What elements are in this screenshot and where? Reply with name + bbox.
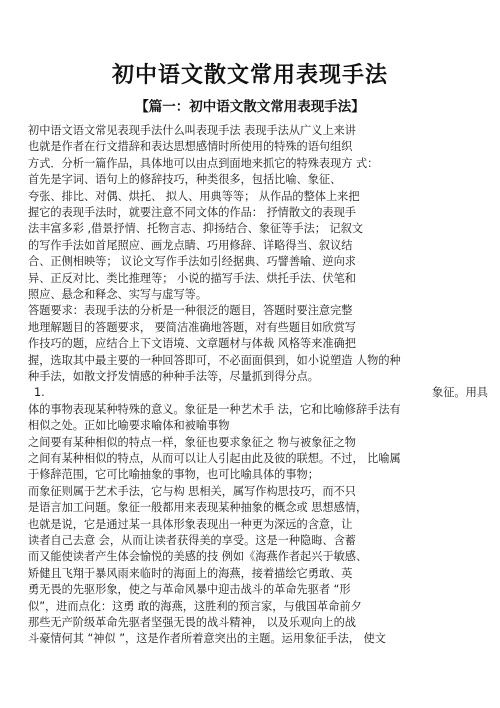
text-line: 作技巧的题，应结合上下文语境、文章题材与体裁 风格等来准确把 xyxy=(28,337,356,351)
text-line: 读者自己去意 会，从而让读者获得美的享受。这是一种隐晦、含蓄 xyxy=(28,534,356,547)
text-line: 勇无畏的先驱形象，使之与革命风暴中迎击战斗的革命先驱者 “形 xyxy=(28,583,351,597)
text-line: 也就是说，它是通过某一具体形象表现出一种更为深远的含意，让 xyxy=(28,517,353,531)
text-line: 之间有某种相似的特点，从而可以让人引起由此及彼的联想。不过， 比喻属 xyxy=(28,452,401,465)
text-line: 相似之处。正如比喻要求喻体和被喻事物 xyxy=(28,419,230,433)
text-line: 也就是作者在行文措辞和表达思想感情时所使用的特殊的语句组织 xyxy=(28,140,353,154)
text-line: 法丰富多彩 ,借景抒情、托物言志、抑扬结合、象征等手法； 记叙文 xyxy=(28,222,364,236)
section-heading: 【篇一：初中语文散文常用表现手法】 xyxy=(135,99,365,115)
text-line: 是语言加工问题。象征一般都用来表现某种抽象的概念或 思想感情， xyxy=(28,501,368,515)
text-line: 于修辞范围，它可比喻抽象的事物，也可比喻具体的事物； xyxy=(28,468,319,482)
text-line: 握它的表现手法时，就要注意不同文体的作品： 抒情散文的表现手 xyxy=(28,206,356,219)
text-line: 的写作手法如首尾照应、画龙点睛、巧用修辞、详略得当、叙议结 xyxy=(28,238,353,252)
text-line: 地理解题目的答题要求， 要简洁准确地答题，对有些题目如欣赏写 xyxy=(28,320,356,334)
text-line: 答题要求：表现手法的分析是一种很泛的题目，答题时要注意完整 xyxy=(28,304,353,318)
text-line: 似”，进而点化：这勇 敢的海燕，这胜利的预言家，与俄国革命前夕 xyxy=(28,599,362,613)
text-line: 斗豪情何其 “神似 ”，这是作者所着意突出的主题。运用象征手法， 使文 xyxy=(28,632,386,646)
text-line: 矫健且飞翔于暴风雨来临时的海面上的海燕，接着描绘它勇敢、英 xyxy=(28,566,353,580)
text-line: 首先是字词、语句上的修辞技巧，种类很多，包括比喻、象征、 xyxy=(28,173,342,187)
text-line: 合、正侧相映等； 议论文写作手法如引经据典、巧譬善喻、逆向求 xyxy=(28,255,356,269)
page-title: 初中语文散文常用表现手法 xyxy=(111,63,388,88)
text-line: 异、正反对比、类比推理等； 小说的描写手法、烘托手法、伏笔和 xyxy=(28,271,356,285)
text-line-right: 象征。用具 xyxy=(432,386,488,400)
text-line: 而象征则属于艺术手法，它与构 思相关，属写作构思技巧，而不只 xyxy=(28,484,356,498)
text-line: 夸张、排比、对偶、烘托、 拟人、用典等等； 从作品的整体上来把 xyxy=(28,189,360,203)
text-line: 之间要有某种相似的特点一样，象征也要求象征之 物与被象征之物 xyxy=(28,435,356,449)
text-line: 而又能使读者产生体会愉悦的美感的技 例如《海燕作者起兴于敏感、 xyxy=(28,550,368,564)
text-line: 照应、悬念和释念、实写与虚写等。 xyxy=(28,288,208,301)
text-line: 初中语文语文常见表现手法什么叫表现手法 表现手法从广义上来讲 xyxy=(28,124,356,137)
text-line: 那些无产阶级革命先驱者坚强无畏的战斗精神， 以及乐观向上的战 xyxy=(28,616,356,629)
text-line: 方式．分析一篇作品，具体地可以由点到面地来抓它的特殊表现方 式： xyxy=(28,156,379,170)
text-line: 1. xyxy=(34,386,45,400)
text-line: 握，选取其中最主要的一种回答即可，不必面面俱到，如小说塑造 人物的种 xyxy=(28,353,401,367)
text-line: 种手法，如散文抒发情感的种种手法等，尽量抓到得分点。 xyxy=(28,370,319,383)
text-line: 体的事物表现某种特殊的意义。象征是一种艺术手 法，它和比喻修辞手法有 xyxy=(28,402,401,416)
